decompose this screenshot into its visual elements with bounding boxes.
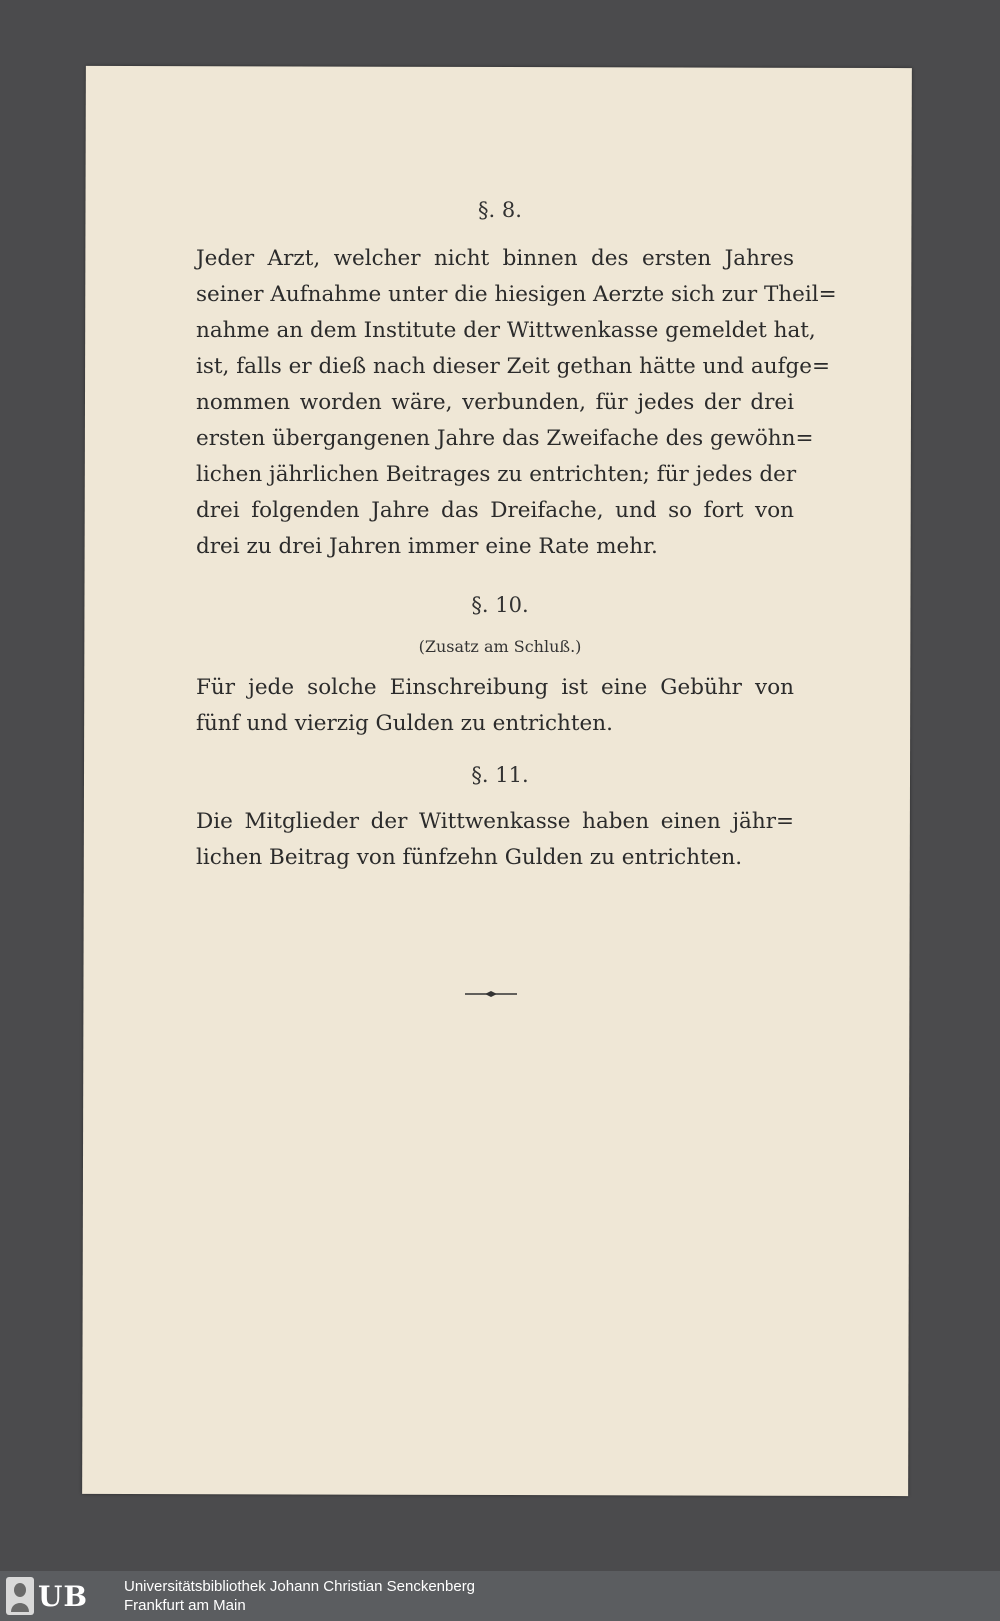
library-logo[interactable]: [6, 1576, 114, 1616]
institution-line-1: Universitätsbibliothek Johann Christian Senckenberg: [124, 1578, 476, 1595]
text-line: ist, falls er dieß nach dieser Zeit gethan hätte und aufge=: [196, 354, 831, 379]
text-line: seiner Aufnahme unter die hiesigen Aerzte sich zur Theil=: [196, 282, 837, 307]
section-11-heading: §. 11.: [471, 763, 529, 787]
text-line: Die Mitglieder der Wittwenkasse haben einen jähr=: [196, 809, 794, 834]
section-8-heading: §. 8.: [478, 198, 522, 222]
text-line: nahme an dem Institute der Wittwenkasse gemeldet hat,: [196, 318, 816, 343]
text-line: Jeder Arzt, welcher nicht binnen des ersten Jahres: [196, 246, 794, 271]
text-line: Für jede solche Einschreibung ist eine Gebühr von: [196, 675, 794, 700]
section-8-text: [196, 241, 837, 565]
text-line: drei folgenden Jahre das Dreifache, und so fort von: [196, 498, 794, 523]
library-footer: [0, 1571, 1000, 1621]
section-10-subheading: (Zusatz am Schluß.): [418, 637, 582, 656]
section-11-text: [196, 804, 794, 876]
logo-text: UB: [38, 1579, 89, 1613]
text-line: nommen worden wäre, verbunden, für jedes der drei: [196, 390, 794, 415]
ornament-divider: [465, 990, 517, 998]
section-10-heading: §. 10.: [471, 593, 529, 617]
text-line: lichen Beitrag von fünfzehn Gulden zu entrichten.: [196, 845, 743, 870]
institution-line-2: Frankfurt am Main: [124, 1597, 246, 1614]
section-10-text: [196, 670, 794, 742]
text-line: drei zu drei Jahren immer eine Rate mehr.: [196, 534, 658, 559]
institution-name: [124, 1577, 475, 1615]
text-line: ersten übergangenen Jahre das Zweifache des gewöhn=: [196, 426, 814, 451]
text-line: fünf und vierzig Gulden zu entrichten.: [196, 711, 613, 736]
portrait-icon: [6, 1577, 34, 1615]
text-line: lichen jährlichen Beitrages zu entrichten; für jedes der: [196, 462, 797, 487]
